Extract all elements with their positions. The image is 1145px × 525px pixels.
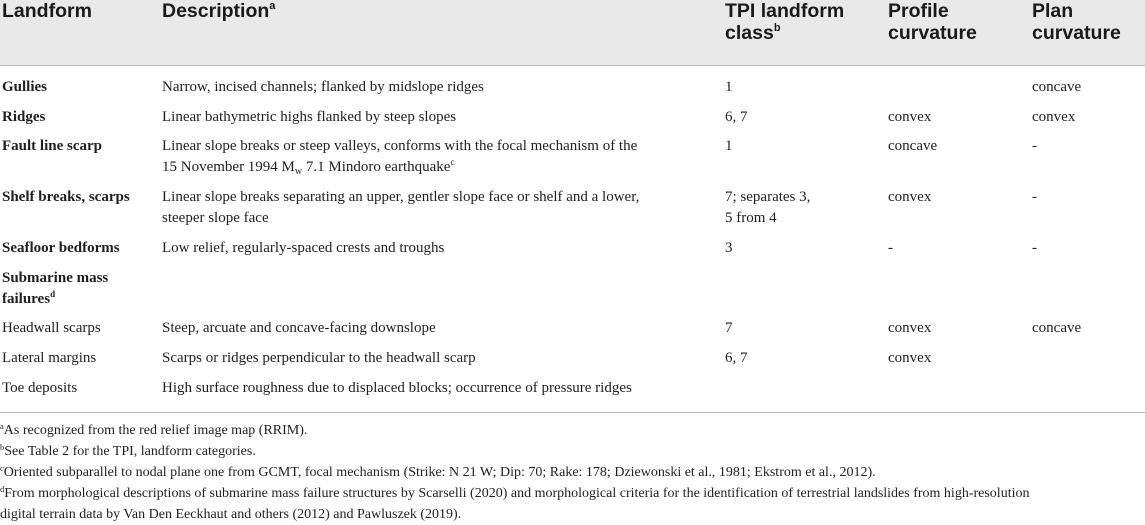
row-headwall-plan: concave — [1032, 320, 1082, 336]
footnote-b: $^b$See Table 2 for the TPI, landform categories. — [0, 442, 256, 459]
row-bedforms-plan: - — [1032, 240, 1037, 256]
row-fault-landform: Fault line scarp — [2, 138, 102, 154]
row-fault-plan: - — [1032, 138, 1037, 154]
footnote-a: $^a$As recognized from the red relief image map (RRIM). — [0, 421, 308, 438]
row-headwall-landform: Headwall scarps — [2, 320, 101, 336]
row-bedforms-profile: - — [888, 240, 893, 256]
row-gullies-description: Narrow, incised channels; flanked by midslope ridges — [162, 79, 484, 95]
table-bottom-rule — [0, 412, 1145, 413]
header-description: Description$^a$ — [162, 0, 276, 22]
row-submarine-mass-failures-heading: Submarine mass failures$^d$ — [2, 270, 109, 307]
row-shelf-tpi: 7; separates 3, 5 from 4 — [725, 189, 811, 226]
row-headwall-profile: convex — [888, 320, 932, 336]
header-profile-curvature: Profile curvature — [888, 0, 977, 44]
row-bedforms-tpi: 3 — [725, 240, 733, 256]
row-ridges-description: Linear bathymetric highs flanked by steep slopes — [162, 109, 457, 125]
row-lateral-tpi: 6, 7 — [725, 350, 748, 366]
row-bedforms-landform: Seafloor bedforms — [2, 240, 120, 256]
footnote-d: $^d$From morphological descriptions of submarine mass failure structures by Scarselli (2020) and morphological criteria for the identification of terrestrial landslides from high-resolution digital terrain data by Van Den Eeckhaut and others (2012) and Pawluszek (2019). — [0, 484, 1030, 522]
row-headwall-description: Steep, arcuate and concave-facing downslope — [162, 320, 436, 336]
header-plan-curvature: Plan curvature — [1032, 0, 1121, 44]
row-bedforms-description: Low relief, regularly-spaced crests and troughs — [162, 240, 445, 256]
row-fault-description: Linear slope breaks or steep valleys, conforms with the focal mechanism of the 15 November 1994 $M_w$ 7.1 Mindoro earthquake$^c$ — [162, 138, 638, 177]
row-shelf-plan: - — [1032, 189, 1037, 205]
row-gullies-landform: Gullies — [2, 79, 48, 95]
row-lateral-landform: Lateral margins — [2, 350, 97, 366]
row-fault-profile: concave — [888, 138, 938, 154]
header-tpi-class: TPI landform class$^b$ — [725, 0, 845, 44]
row-fault-tpi: 1 — [725, 138, 733, 154]
row-headwall-tpi: 7 — [725, 320, 733, 336]
row-ridges-plan: convex — [1032, 109, 1076, 125]
row-ridges-profile: convex — [888, 109, 932, 125]
header-landform: Landform — [2, 0, 92, 22]
row-toe-landform: Toe deposits — [2, 380, 78, 396]
row-shelf-profile: convex — [888, 189, 932, 205]
row-shelf-landform: Shelf breaks, scarps — [2, 189, 130, 205]
row-ridges-tpi: 6, 7 — [725, 109, 748, 125]
row-shelf-description: Linear slope breaks separating an upper, gentler slope face or shelf and a lower, steeper slope face — [162, 189, 640, 226]
row-gullies-plan: concave — [1032, 79, 1082, 95]
footnote-c: $^c$Oriented subparallel to nodal plane one from GCMT, focal mechanism (Strike: N 21 W; Dip: 70; Rake: 178; Dziewonski et al., 1981; Ekstrom et al., 2012). — [0, 463, 876, 480]
row-lateral-description: Scarps or ridges perpendicular to the headwall scarp — [162, 350, 476, 366]
row-gullies-tpi: 1 — [725, 79, 733, 95]
row-lateral-profile: convex — [888, 350, 932, 366]
row-ridges-landform: Ridges — [2, 109, 46, 125]
row-toe-description: High surface roughness due to displaced blocks; occurrence of pressure ridges — [162, 380, 632, 396]
